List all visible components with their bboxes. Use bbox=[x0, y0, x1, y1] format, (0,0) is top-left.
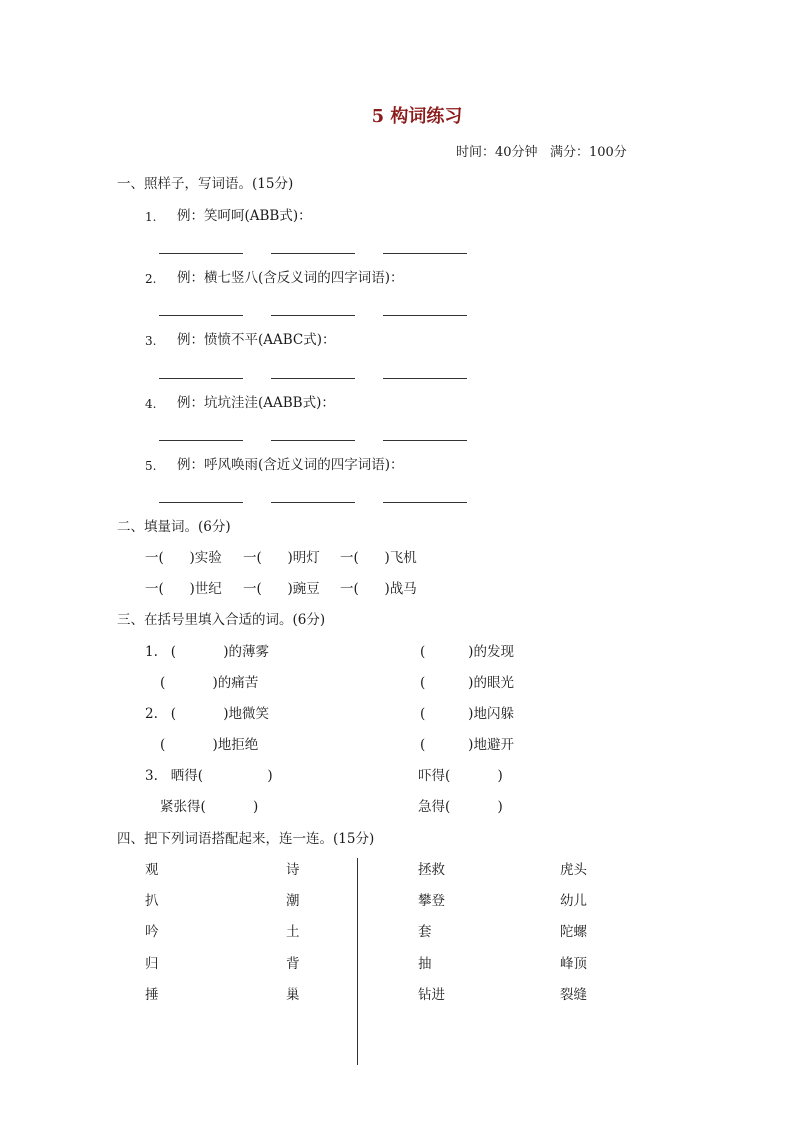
section4-heading: 四、把下列词语搭配起来，连一连。(15分) bbox=[117, 831, 375, 847]
match-word-col1[interactable]: 归 bbox=[145, 956, 159, 972]
match-word-col3[interactable]: 抽 bbox=[418, 956, 432, 972]
answer-blank[interactable] bbox=[383, 440, 467, 441]
match-word-col3[interactable]: 钻进 bbox=[418, 987, 445, 1003]
match-word-col1[interactable]: 捶 bbox=[145, 987, 159, 1003]
fill-phrase: 急得( ) bbox=[418, 799, 503, 815]
measure-word-item: 一( )豌豆 bbox=[243, 581, 320, 597]
match-word-col4[interactable]: 虎头 bbox=[560, 862, 587, 878]
match-word-col1[interactable]: 观 bbox=[145, 862, 159, 878]
fill-phrase: 2. ( )地微笑 bbox=[145, 706, 269, 722]
answer-blank[interactable] bbox=[383, 502, 467, 503]
answer-blank[interactable] bbox=[159, 378, 243, 379]
match-word-col2[interactable]: 土 bbox=[286, 924, 300, 940]
fill-phrase: ( )地闪躲 bbox=[420, 706, 514, 722]
page-title: 5 构词练习 bbox=[371, 106, 463, 127]
s1-item5-text: 例：呼风唤雨(含近义词的四字词语)： bbox=[177, 457, 404, 473]
measure-word-item: 一( )战马 bbox=[340, 581, 417, 597]
match-word-col1[interactable]: 扒 bbox=[145, 893, 159, 909]
match-word-col3[interactable]: 套 bbox=[418, 924, 432, 940]
measure-word-item: 一( )世纪 bbox=[145, 581, 222, 597]
fill-phrase: 1. ( )的薄雾 bbox=[145, 644, 269, 660]
answer-blank[interactable] bbox=[159, 315, 243, 316]
s1-item5-num: 5. bbox=[145, 459, 157, 473]
answer-blank[interactable] bbox=[159, 502, 243, 503]
fill-phrase: ( )的痛苦 bbox=[160, 675, 259, 691]
exam-meta: 时间：40分钟 满分：100分 bbox=[456, 145, 627, 160]
section1-heading: 一、照样子，写词语。(15分) bbox=[117, 176, 294, 192]
s1-item2-text: 例：横七竖八(含反义词的四字词语)： bbox=[177, 270, 404, 286]
answer-blank[interactable] bbox=[383, 315, 467, 316]
match-word-col4[interactable]: 裂缝 bbox=[560, 987, 587, 1003]
s1-item4-text: 例：坑坑洼洼(AABB式)： bbox=[177, 395, 335, 411]
answer-blank[interactable] bbox=[271, 315, 355, 316]
match-word-col3[interactable]: 拯救 bbox=[418, 862, 445, 878]
answer-blank[interactable] bbox=[159, 440, 243, 441]
match-word-col2[interactable]: 潮 bbox=[286, 893, 300, 909]
section2-heading: 二、填量词。(6分) bbox=[117, 519, 231, 535]
s1-item4-num: 4. bbox=[145, 397, 157, 411]
section3-heading: 三、在括号里填入合适的词。(6分) bbox=[117, 612, 326, 628]
fill-phrase: 3. 晒得( ) bbox=[145, 768, 273, 784]
measure-word-item: 一( )实验 bbox=[145, 550, 222, 566]
answer-blank[interactable] bbox=[383, 253, 467, 254]
match-word-col2[interactable]: 诗 bbox=[286, 862, 300, 878]
answer-blank[interactable] bbox=[271, 378, 355, 379]
measure-word-item: 一( )飞机 bbox=[340, 550, 417, 566]
match-word-col4[interactable]: 幼儿 bbox=[560, 893, 587, 909]
fill-phrase: 紧张得( ) bbox=[160, 799, 259, 815]
fill-phrase: ( )地避开 bbox=[420, 737, 514, 753]
match-word-col2[interactable]: 巢 bbox=[286, 987, 300, 1003]
s1-item1-num: 1. bbox=[145, 210, 157, 224]
answer-blank[interactable] bbox=[271, 502, 355, 503]
answer-blank[interactable] bbox=[159, 253, 243, 254]
column-divider bbox=[357, 858, 358, 1065]
fill-phrase: ( )的眼光 bbox=[420, 675, 514, 691]
s1-item1-text: 例：笑呵呵(ABB式)： bbox=[177, 208, 312, 224]
match-word-col1[interactable]: 吟 bbox=[145, 924, 159, 940]
s1-item3-text: 例：愤愤不平(AABC式)： bbox=[177, 332, 336, 348]
answer-blank[interactable] bbox=[383, 378, 467, 379]
match-word-col4[interactable]: 陀螺 bbox=[560, 924, 587, 940]
fill-phrase: ( )的发现 bbox=[420, 644, 514, 660]
match-word-col3[interactable]: 攀登 bbox=[418, 893, 445, 909]
answer-blank[interactable] bbox=[271, 253, 355, 254]
fill-phrase: 吓得( ) bbox=[418, 768, 503, 784]
match-word-col4[interactable]: 峰顶 bbox=[560, 956, 587, 972]
match-word-col2[interactable]: 背 bbox=[286, 956, 300, 972]
s1-item2-num: 2. bbox=[145, 272, 157, 286]
answer-blank[interactable] bbox=[271, 440, 355, 441]
fill-phrase: ( )地拒绝 bbox=[160, 737, 259, 753]
measure-word-item: 一( )明灯 bbox=[243, 550, 320, 566]
s1-item3-num: 3. bbox=[145, 334, 157, 348]
